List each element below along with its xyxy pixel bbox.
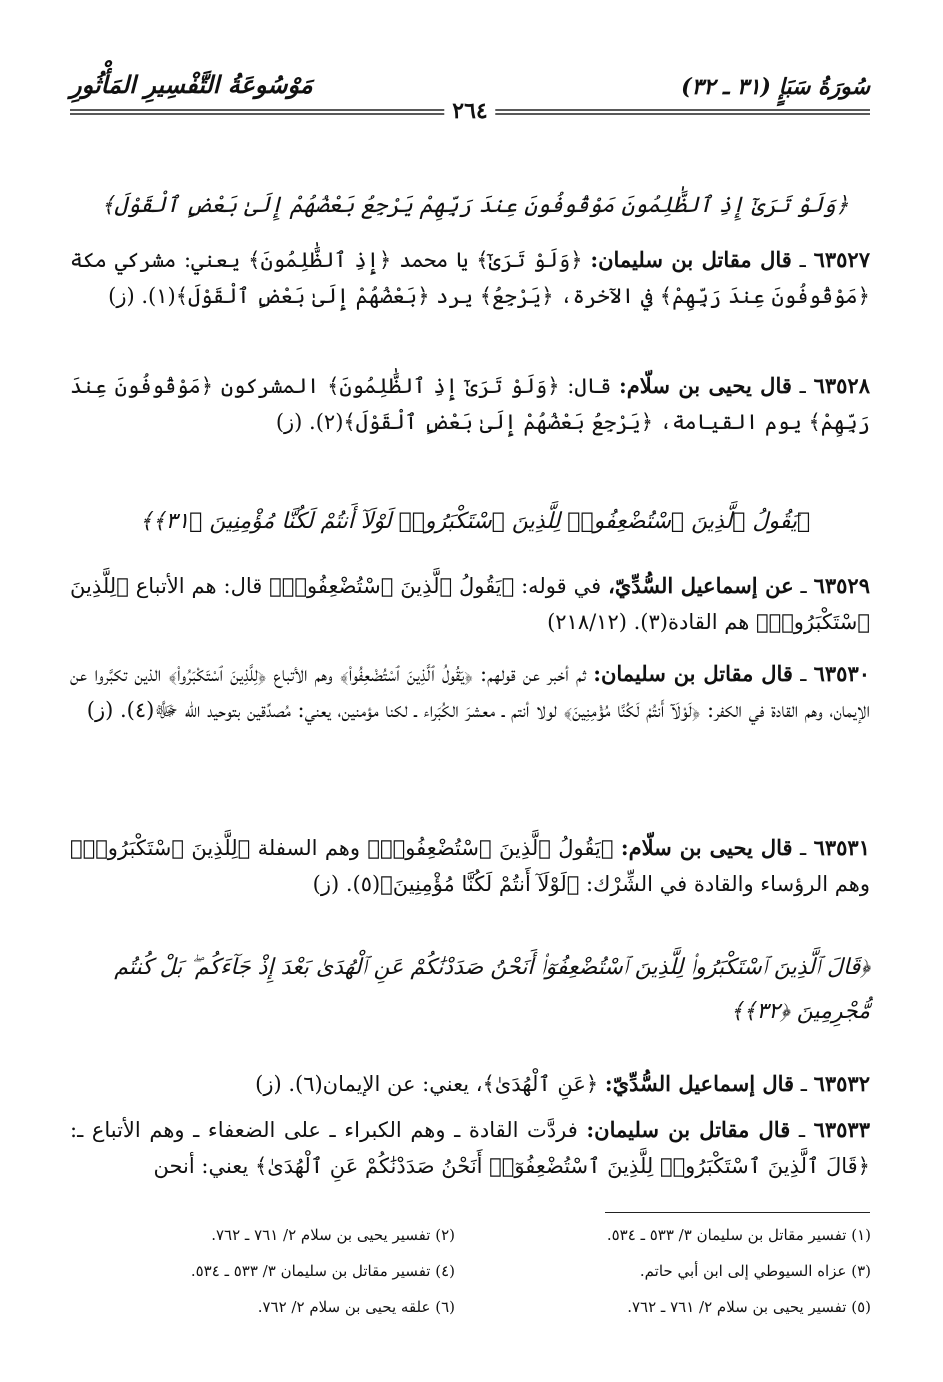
quran-verse: ﴿وَلَوْ تَرَىٰٓ إِذِ ٱلظَّٰلِمُونَ مَوْقُوفُونَ عِندَ رَبِّهِمْ يَرْجِعُ بَعْضُهُمْ إِلَىٰ بَعْضٍ ٱلْقَوْلَ﴾ [101,193,849,218]
footnote-6: (٦) علقه يحيى بن سلام ٢/ ٧٦٢. [257,1298,455,1316]
narrator: قال يحيى بن سلّام: [620,835,793,860]
narration-text: ﴿وَلَوْ تَرَىٰٓ﴾ يا محمد ﴿إِذِ ٱلظَّٰلِمُونَ﴾ يعني: مشركي مكة ﴿مَوْقُوفُونَ عِندَ رَبِّهِمْ﴾ في الآخرة، ﴿يَرْجِعُ﴾ يرد ﴿بَعْضُهُمْ إِلَىٰ بَعْضٍ ٱلْقَوْلَ﴾(١). (ز) [70,248,870,308]
narrator: قال مقاتل بن سليمان: [586,1117,791,1142]
footnote-1: (١) تفسير مقاتل بن سليمان ٣/ ٥٣٣ ـ ٥٣٤. [606,1226,871,1244]
narration-number: ٦٣٥٣٠ [813,661,871,686]
page-number: ٢٦٤ [444,98,495,124]
narration-text: قال: ﴿وَلَوْ تَرَىٰٓ إِذِ ٱلظَّٰلِمُونَ﴾ المشركون ﴿مَوْقُوفُونَ عِندَ رَبِّهِمْ﴾ يوم القيامة، ﴿يَرْجِعُ بَعْضُهُمْ إِلَىٰ بَعْضٍ ٱلْقَوْلَ﴾(٢). (ز) [70,374,870,434]
quran-verse: ﴿قَالَ ٱلَّذِينَ ٱسْتَكْبَرُوا۟ لِلَّذِينَ ٱسْتُضْعِفُوٓا۟ أَنَحْنُ صَدَدْنَٰكُمْ عَنِ ٱلْهُدَىٰ بَعْدَ إِذْ جَآءَكُم ۖ بَلْ كُنتُم مُّجْرِمِينَ ﴿٣٢﴾﴾ [114,955,870,1024]
narration-63527: ٦٣٥٢٧ ـ قال مقاتل بن سليمان: ﴿وَلَوْ تَرَىٰٓ﴾ يا محمد ﴿إِذِ ٱلظَّٰلِمُونَ﴾ يعني: مشركي مكة ﴿مَوْقُوفُونَ عِندَ رَبِّهِمْ﴾ في الآخرة، ﴿يَرْجِعُ﴾ يرد ﴿بَعْضُهُمْ إِلَىٰ بَعْضٍ ٱلْقَوْلَ﴾(١). (ز) [70,247,870,308]
narration-number: ٦٣٥٢٧ [813,247,870,272]
narration-text: فردَّت القادة ـ وهم الكبراء ـ على الضعفاء ـ وهم الأتباع ـ: ﴿قَالَ ٱلَّذِينَ ٱسْتَكْبَرُوا۟ لِلَّذِينَ ٱسْتُضْعِفُوٓا۟ أَنَحْنُ صَدَدْنَٰكُمْ عَنِ ٱلْهُدَىٰ﴾ يعني: أنحن [70,1118,870,1178]
surah-title: سُورَةُ سَبَإٍ (٣١ ـ ٣٢) [681,74,870,100]
narration-63531: ٦٣٥٣١ ـ قال يحيى بن سلّام: ﴿يَقُولُ ٱلَّذِينَ ٱسْتُضْعِفُوا۟﴾ وهم السفلة ﴿لِلَّذِينَ ٱسْتَكْبَرُوا۟﴾ وهم الرؤساء والقادة في الشِّرْك: ﴿لَوْلَآ أَنتُمْ لَكُنَّا مُؤْمِنِينَ﴾(٥). (ز) [70,835,870,896]
narration-text: في قوله: ﴿يَقُولُ ٱلَّذِينَ ٱسْتُضْعِفُوا۟﴾ قال: هم الأتباع ﴿لِلَّذِينَ ٱسْتَكْبَرُوا۟﴾ هم القادة(٣). (٢١٨/١٢) [70,574,870,634]
narration-63533: ٦٣٥٣٣ ـ قال مقاتل بن سليمان: فردَّت القادة ـ وهم الكبراء ـ على الضعفاء ـ وهم الأتباع ـ: ﴿قَالَ ٱلَّذِينَ ٱسْتَكْبَرُوا۟ لِلَّذِينَ ٱسْتُضْعِفُوٓا۟ أَنَحْنُ صَدَدْنَٰكُمْ عَنِ ٱلْهُدَىٰ﴾ يعني: أنحن [70,1117,870,1178]
narration-number: ٦٣٥٣٢ [813,1071,870,1096]
narration-number: ٦٣٥٣٣ [813,1117,870,1142]
narration-number: ٦٣٥٣١ [813,835,870,860]
narration-63532: ٦٣٥٣٢ ـ قال إسماعيل السُّدِّيّ: ﴿عَنِ ٱلْهُدَىٰ﴾، يعني: عن الإيمان(٦). (ز) [255,1071,870,1096]
narration-text: ﴿عَنِ ٱلْهُدَىٰ﴾، يعني: عن الإيمان(٦). (ز) [255,1072,605,1096]
narration-63529: ٦٣٥٢٩ ـ عن إسماعيل السُّدِّيّ، في قوله: ﴿يَقُولُ ٱلَّذِينَ ٱسْتُضْعِفُوا۟﴾ قال: هم الأتباع ﴿لِلَّذِينَ ٱسْتَكْبَرُوا۟﴾ هم القادة(٣). (٢١٨/١٢) [70,573,870,634]
narration-63528: ٦٣٥٢٨ ـ قال يحيى بن سلّام: قال: ﴿وَلَوْ تَرَىٰٓ إِذِ ٱلظَّٰلِمُونَ﴾ المشركون ﴿مَوْقُوفُونَ عِندَ رَبِّهِمْ﴾ يوم القيامة، ﴿يَرْجِعُ بَعْضُهُمْ إِلَىٰ بَعْضٍ ٱلْقَوْلَ﴾(٢). (ز) [70,373,870,434]
book-title: مَوْسُوعَةُ التَّفْسِيرِ المَأْثُورِ [70,70,313,99]
footnote-divider [605,1212,870,1213]
narrator: قال مقاتل بن سليمان: [593,661,793,686]
narrator: قال مقاتل بن سليمان: [590,247,792,272]
narrator: قال إسماعيل السُّدِّيّ: [604,1071,795,1096]
quran-verse: ﴿يَقُولُ ٱلَّذِينَ ٱسْتُضْعِفُوا۟ لِلَّذِينَ ٱسْتَكْبَرُوا۟ لَوْلَآ أَنتُمْ لَكُنَّا مُؤْمِنِينَ ﴿٣١﴾﴾ [139,509,811,534]
narrator: عن إسماعيل السُّدِّيّ، [608,573,794,598]
narration-text: ثم أخبر عن قولهم: ﴿يَقُولُ ٱلَّذِينَ ٱسْتُضْعِفُوا۟﴾ وهم الأتباع ﴿لِلَّذِينَ ٱسْتَكْبَرُوا۟﴾ الذين تكبَّروا عن الإيمان، وهم القادة في الكفر: ﴿لَوْلَآ أَنتُمْ لَكُنَّا مُؤْمِنِينَ﴾ لولا أنتم ـ معشرَ الكُبَراء ـ لكنا مؤمنين، يعني: مُصدِّقين بتوحيد الله ﷻ(٤). (ز) [70,662,870,722]
narration-63530: ٦٣٥٣٠ ـ قال مقاتل بن سليمان: ثم أخبر عن قولهم: ﴿يَقُولُ ٱلَّذِينَ ٱسْتُضْعِفُوا۟﴾ وهم الأتباع ﴿لِلَّذِينَ ٱسْتَكْبَرُوا۟﴾ الذين تكبَّروا عن الإيمان، وهم القادة في الكفر: ﴿لَوْلَآ أَنتُمْ لَكُنَّا مُؤْمِنِينَ﴾ لولا أنتم ـ معشرَ الكُبَراء ـ لكنا مؤمنين، يعني: مُصدِّقين بتوحيد الله ﷻ(٤). (ز) [70,661,871,722]
narrator: قال يحيى بن سلّام: [619,373,792,398]
narration-number: ٦٣٥٢٩ [813,573,870,598]
footnote-2: (٢) تفسير يحيى بن سلام ٢/ ٧٦١ ـ ٧٦٢. [211,1226,455,1244]
narration-text: ﴿يَقُولُ ٱلَّذِينَ ٱسْتُضْعِفُوا۟﴾ وهم السفلة ﴿لِلَّذِينَ ٱسْتَكْبَرُوا۟﴾ وهم الرؤساء والقادة في الشِّرْك: ﴿لَوْلَآ أَنتُمْ لَكُنَّا مُؤْمِنِينَ﴾(٥). (ز) [70,836,870,896]
footnote-4: (٤) تفسير مقاتل بن سليمان ٣/ ٥٣٣ ـ ٥٣٤. [190,1262,455,1280]
narration-number: ٦٣٥٢٨ [813,373,870,398]
footnote-5: (٥) تفسير يحيى بن سلام ٢/ ٧٦١ ـ ٧٦٢. [627,1298,871,1316]
footnote-3: (٣) عزاه السيوطي إلى ابن أبي حاتم. [639,1262,871,1280]
header-rule [70,98,870,124]
